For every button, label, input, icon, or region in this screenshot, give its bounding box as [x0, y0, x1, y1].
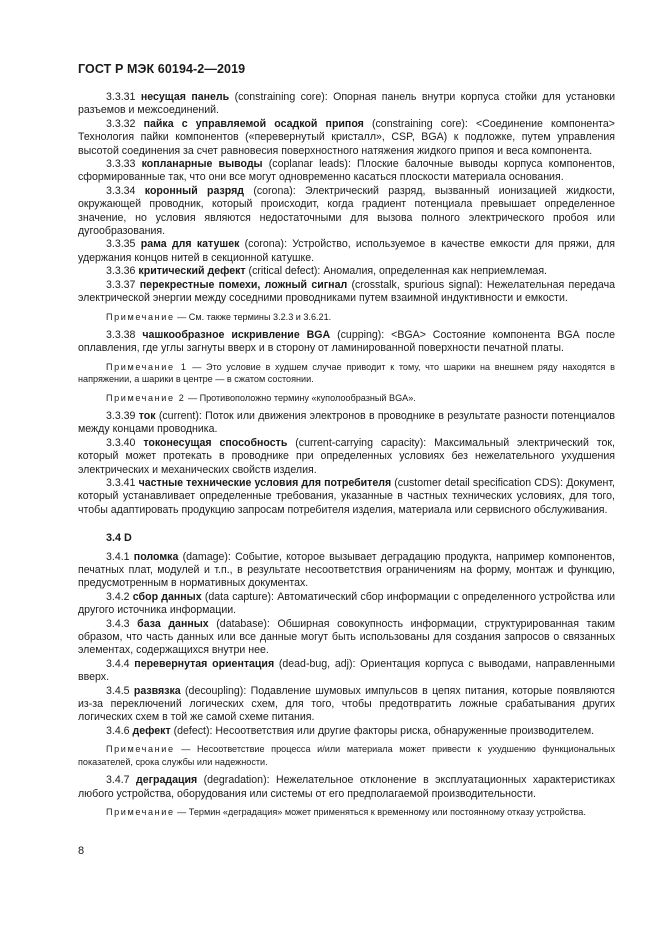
- term-number: 3.3.33: [106, 158, 136, 171]
- term-title: пайка с управляемой осадкой припоя: [143, 117, 364, 130]
- term-number: 3.4.6: [106, 724, 130, 737]
- note: [78, 743, 615, 768]
- term-3-3-32: [78, 118, 615, 158]
- term-3-3-36: [78, 265, 615, 278]
- term-number: 3.3.34: [106, 184, 136, 197]
- term-definition: (database): Обширная совокупность информации, структурированная таким образом, что часть данных или все данные могут быть использованы для создания запросов о связанных элементах, содержащихся внутри нее.: [78, 617, 615, 657]
- note-text: — См. также термины 3.2.3 и 3.6.21.: [174, 311, 332, 322]
- term-number: 3.3.35: [106, 238, 136, 251]
- page-header: ГОСТ Р МЭК 60194-2—2019: [78, 62, 246, 76]
- term-3-3-39: [78, 410, 615, 437]
- term-number: 3.3.39: [106, 409, 136, 422]
- note: [78, 311, 615, 323]
- term-3-4-6: [78, 725, 615, 738]
- term-number: 3.3.32: [106, 117, 136, 130]
- note-text: — Термин «деградация» может применяться к временному или постоянному отказу устройства.: [174, 806, 586, 817]
- term-3-3-34: [78, 185, 615, 239]
- term-definition: (coplanar leads): Плоские балочные выводы корпуса компонентов, сформированные так, что они все могут одновременно касаться плоскости материала основания.: [78, 158, 615, 184]
- term-title: развязка: [133, 684, 181, 697]
- term-title: сбор данных: [132, 590, 202, 603]
- term-definition: (constraining core): <Соединение компонента> Технология пайки компонентов («перевернутый кристалл», CSP, BGA) к подложке, путем управления высотой соединения за счет равновесия поверхностного натяжения жидкого припоя и веса компонента.: [78, 117, 615, 157]
- term-3-3-41: [78, 477, 615, 517]
- term-3-3-33: [78, 158, 615, 185]
- term-number: 3.4.4: [106, 657, 130, 670]
- term-number: 3.3.41: [106, 476, 136, 489]
- term-title: токонесущая способность: [143, 436, 288, 449]
- term-title: деградация: [135, 774, 198, 787]
- section-title: 3.4 D: [106, 532, 132, 545]
- term-3-3-38: [78, 329, 615, 356]
- term-definition: (defect): Несоответствия или другие факторы риска, обнаруженные производителем.: [170, 724, 595, 737]
- term-title: дефект: [132, 724, 171, 737]
- term-title: рама для катушек: [140, 238, 240, 251]
- term-title: чашкообразное искривление BGA: [142, 328, 331, 341]
- note-text: — Противоположно термину «куполообразный BGA».: [185, 392, 416, 403]
- term-number: 3.4.2: [106, 590, 130, 603]
- term-3-4-4: [78, 658, 615, 685]
- term-definition: (corona): Устройство, используемое в качестве емкости для пряжи, для удержания концов нитей в секционной катушке.: [78, 238, 615, 264]
- note-label: Примечание 1: [106, 361, 188, 372]
- term-definition: (decoupling): Подавление шумовых импульсов в цепях питания, которые появляются из-за переключений логических схем, для того, чтобы предотвратить ложные срабатывания других логических схем в той же самой схеме питания.: [78, 684, 615, 724]
- term-3-4-1: [78, 551, 615, 591]
- term-definition: (damage): Событие, которое вызывает деградацию продукта, например компонентов, печатных плат, модулей и т.п., в результате несоответствия ограничениям на форму, монтаж и функцию, предусмотренным в нормативных документах.: [78, 550, 615, 590]
- term-title: критический дефект: [138, 265, 246, 278]
- term-number: 3.4.1: [106, 550, 130, 563]
- term-definition: (degradation): Нежелательное отклонение в эксплуатационных характеристиках любого устройства, оборудования или системы от его предполагаемой производительности.: [78, 774, 615, 800]
- term-definition: (critical defect): Аномалия, определенная как неприемлемая.: [245, 265, 547, 278]
- term-number: 3.3.38: [106, 328, 136, 341]
- term-title: несущая панель: [140, 91, 230, 103]
- term-number: 3.4.3: [106, 617, 130, 630]
- term-number: 3.4.5: [106, 684, 130, 697]
- term-number: 3.3.36: [106, 265, 136, 278]
- term-3-4-7: [78, 774, 615, 801]
- note-label: Примечание 2: [106, 392, 186, 403]
- term-number: 3.3.37: [106, 278, 136, 291]
- page-number: 8: [78, 845, 85, 857]
- term-definition: (customer detail specification CDS): Документ, который устанавливает определенные требования, указанные в частных технических условиях, для того, чтобы адаптировать продукцию запросам потребителя изделия, материала или сервисного обслуживания.: [78, 476, 615, 516]
- term-3-3-40: [78, 437, 615, 477]
- term-title: перевернутая ориентация: [134, 657, 275, 670]
- term-title: копланарные выводы: [141, 158, 263, 171]
- term-definition: (cupping): <BGA> Состояние компонента BGA после оплавления, где углы загнуты вверх и в сторону от ламинированной поверхности печатной платы.: [78, 328, 615, 355]
- term-3-3-37: [78, 279, 615, 306]
- note-2: [78, 392, 615, 404]
- term-definition: (dead-bug, adj): Ориентация корпуса с выводами, направленными вверх.: [78, 657, 615, 684]
- term-title: коронный разряд: [144, 184, 245, 197]
- term-definition: (current-carrying capacity): Максимальный электрический ток, который может протекать в проводнике при определенных условиях без нежелательного ухудшения электрических и механических свойств изделия.: [78, 436, 615, 476]
- term-title: ток: [138, 409, 156, 422]
- document-body: [78, 91, 615, 818]
- note-label: Примечание: [106, 311, 175, 322]
- term-title: поломка: [133, 550, 179, 563]
- note-1: [78, 361, 615, 386]
- term-title: перекрестные помехи, ложный сигнал: [139, 278, 348, 291]
- note-text: — Несоответствие процесса и/или материала может привести к ухудшению функциональных показателей, срока службы или надежности.: [78, 744, 615, 767]
- term-number: 3.3.31: [106, 91, 136, 103]
- term-3-3-31: [78, 91, 615, 118]
- term-number: 3.4.7: [106, 774, 130, 787]
- term-number: 3.3.40: [106, 436, 136, 449]
- note-label: Примечание: [106, 806, 175, 817]
- term-3-4-3: [78, 618, 615, 658]
- term-title: частные технические условия для потребителя: [138, 476, 392, 489]
- note: [78, 806, 615, 818]
- term-definition: (corona): Электрический разряд, вызванный ионизацией жидкости, окружающей проводник, который происходит, когда градиент потенциала превышает определенное значение, но условия являются недостаточными для вызова полного электрического пробоя или дугообразования.: [78, 184, 615, 238]
- note-text: — Это условие в худшем случае приводит к тому, что шарики на внешнем ряду находятся в напряжении, а шарики в центре — в сжатом состоянии.: [78, 361, 615, 385]
- term-definition: (crosstalk, spurious signal): Нежелательная передача электрической энергии между соседними проводниками путем взаимной индуктивности и емкости.: [78, 278, 615, 305]
- term-definition: (current): Поток или движения электронов в проводнике в результате разности потенциалов между концами проводника.: [78, 409, 615, 436]
- term-3-4-5: [78, 685, 615, 725]
- note-label: Примечание: [106, 744, 175, 755]
- term-title: база данных: [137, 617, 209, 630]
- term-definition: (data capture): Автоматический сбор информации с определенного устройства или другого источника информации.: [78, 590, 615, 617]
- term-definition: (constraining core): Опорная панель внутри корпуса стойки для установки разъемов и межсоединений.: [78, 91, 615, 117]
- term-3-3-35: [78, 238, 615, 265]
- term-3-4-2: [78, 591, 615, 618]
